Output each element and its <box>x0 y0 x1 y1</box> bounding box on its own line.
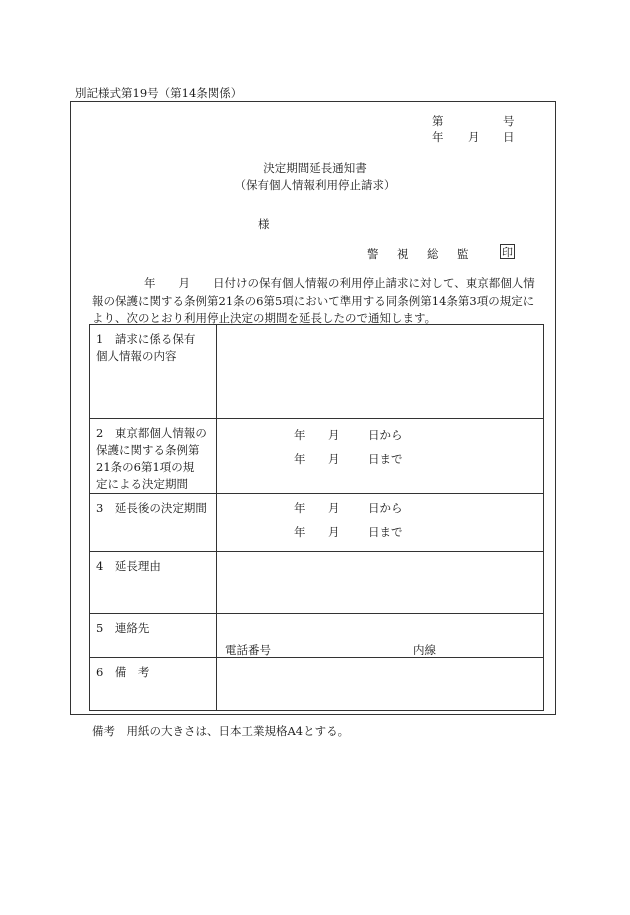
row-label-remarks: 6 備 考 <box>90 658 217 711</box>
extension-label: 内線 <box>413 643 436 657</box>
phone-label: 電話番号 <box>225 643 271 657</box>
row-label-content: 1 請求に係る保有 個人情報の内容 <box>90 325 217 419</box>
row-label-extended-period: 3 延長後の決定期間 <box>90 494 217 552</box>
date-year: 年 <box>432 130 444 144</box>
body-line-1: 年 月 日付けの保有個人情報の利用停止請求に対して、東京都個人情 <box>144 276 535 290</box>
table-row <box>90 325 544 419</box>
date-day: 日 <box>503 130 515 144</box>
issuer-char-4: 監 <box>457 247 469 261</box>
number-prefix: 第 <box>432 114 444 128</box>
table-row <box>90 614 544 658</box>
row-label-contact: 5 連絡先 <box>90 614 217 658</box>
body-line-3: より、次のとおり利用停止決定の期間を延長したので通知します。 <box>92 311 437 325</box>
row-label-period: 2 東京都個人情報の 保護に関する条例第 21条の6第1項の規 定による決定期間 <box>90 419 217 494</box>
details-table <box>89 324 544 711</box>
row-value-content[interactable] <box>217 325 544 419</box>
date-to-line: 年 月 日まで <box>294 525 403 539</box>
table-row <box>90 658 544 711</box>
row-value-extended-period[interactable] <box>217 494 544 552</box>
table-row <box>90 419 544 494</box>
issuer-char-3: 総 <box>427 247 439 261</box>
date-range <box>294 423 403 471</box>
row-label-reason: 4 延長理由 <box>90 552 217 614</box>
seal-mark: 印 <box>502 246 513 259</box>
issuer-title <box>367 246 469 262</box>
issuer-char-1: 警 <box>367 247 379 261</box>
footer-note: 備考 用紙の大きさは、日本工業規格A4とする。 <box>92 724 350 738</box>
row-value-period[interactable] <box>217 419 544 494</box>
document-title: 決定期間延長通知書 <box>263 161 367 175</box>
addressee-honorific: 様 <box>258 217 270 231</box>
table-row <box>90 494 544 552</box>
row-value-remarks[interactable] <box>217 658 544 711</box>
notice-body <box>92 275 540 328</box>
table-row <box>90 552 544 614</box>
form-caption: 別記様式第19号（第14条関係） <box>75 86 243 100</box>
date-from-line: 年 月 日から <box>294 428 403 442</box>
row-value-reason[interactable] <box>217 552 544 614</box>
issuer-char-2: 視 <box>397 247 409 261</box>
date-to-line: 年 月 日まで <box>294 452 403 466</box>
row-value-contact[interactable] <box>217 614 544 658</box>
document-subtitle: （保有個人情報利用停止請求） <box>234 178 396 192</box>
body-line-2: 報の保護に関する条例第21条の6第5項において準用する同条例第14条第3項の規定に <box>92 293 535 308</box>
date-range <box>294 496 403 544</box>
number-suffix: 号 <box>503 114 515 128</box>
date-month: 月 <box>468 130 480 144</box>
date-from-line: 年 月 日から <box>294 501 403 515</box>
